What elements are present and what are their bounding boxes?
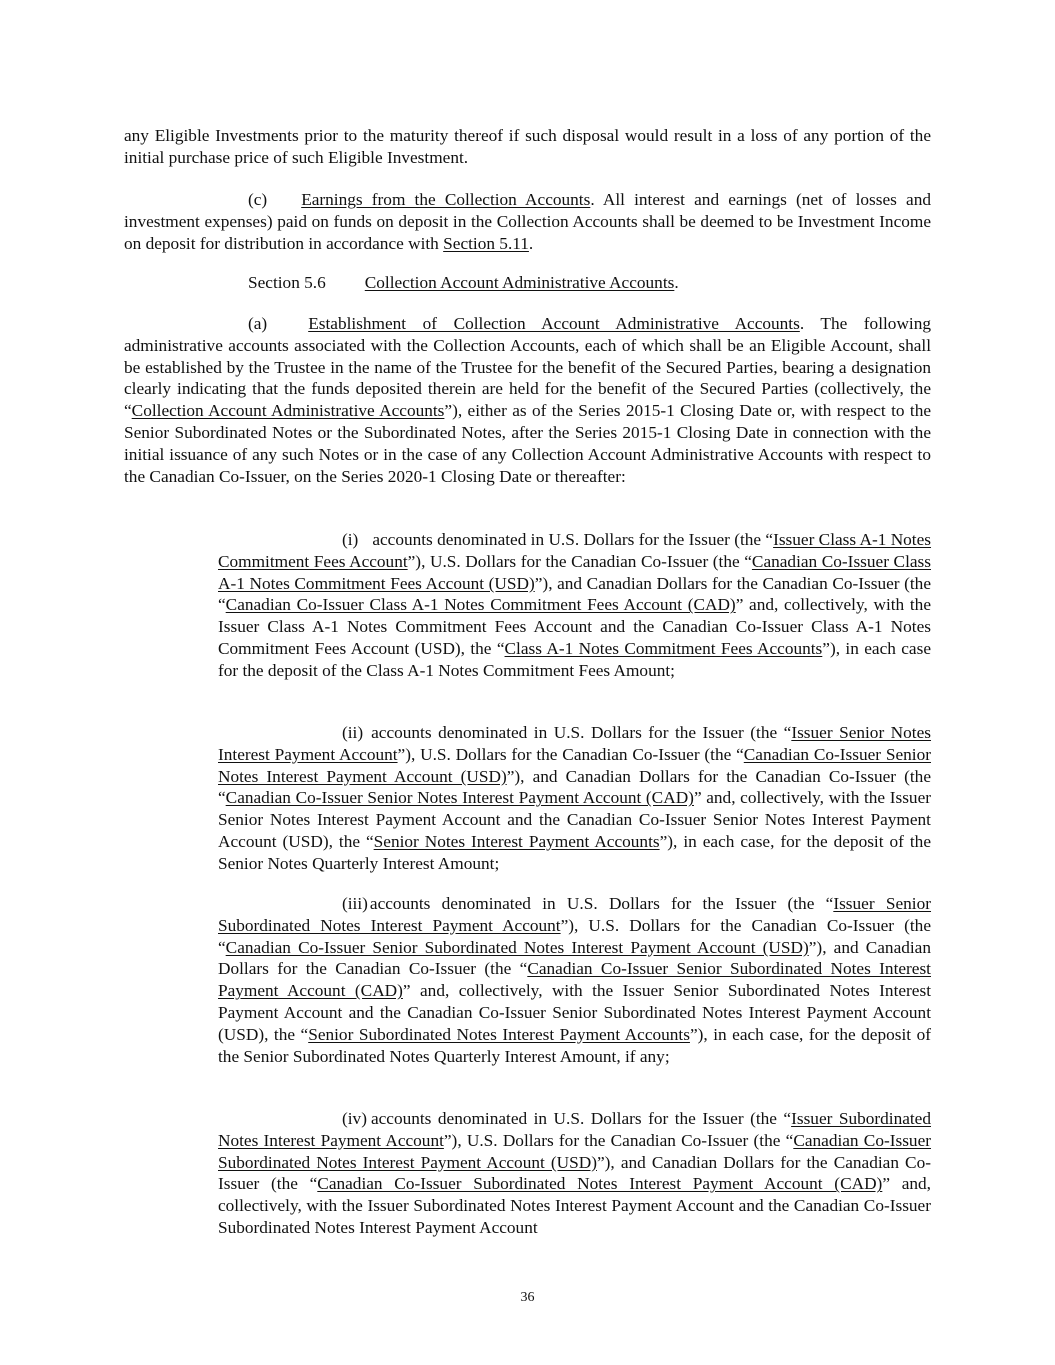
defined-term: Canadian Co-Issuer Class A-1 Notes Commitment Fees Account (CAD) (225, 595, 736, 615)
subparagraph-ii: (ii) accounts denominated in U.S. Dollars for the Issuer (the “Issuer Senior Notes Interest Payment Account”), U.S. Dollars for the Canadian Co-Issuer (the “Canadian Co-Issuer Senior Notes Interest Payment Account (USD)”), and Canadian Dollars for the Canadian Co-Issuer (the “Canadian Co-Issuer Senior Notes Interest Payment Account (CAD)” and, collectively, with the Issuer Senior Notes Interest Payment Account and the Canadian Co-Issuer Senior Notes Interest Payment Account (USD), the “Senior Notes Interest Payment Accounts”), in each case, for the deposit of the Senior Notes Quarterly Interest Amount; (218, 723, 932, 873)
defined-term: Canadian Co-Issuer Senior Subordinated Notes Interest Payment Account (CAD) (218, 959, 931, 1001)
subparagraph-label: (iv) (342, 1109, 367, 1128)
paragraph-a: (a) Establishment of Collection Account Administrative Accounts. The following administrative accounts associated with the Collection Accounts, each of which shall be an Eligible Account, shall be established by the Trustee in the name of the Trustee for the benefit of the Secured Parties, bearing a designation clearly indicating that the funds deposited therein are held for the benefit of the Secured Parties (collectively, the “Collection Account Administrative Accounts”), either as of the Series 2015-1 Closing Date or, with respect to the Senior Subordinated Notes or the Subordinated Notes, after the Series 2015-1 Closing Date in connection with the initial issuance of any such Notes or in the case of any Collection Account Administrative Accounts with respect to the Canadian Co-Issuer, on the Series 2020-1 Closing Date or thereafter: (124, 314, 932, 486)
defined-term: Issuer Subordinated Notes Interest Payment Account (218, 1109, 931, 1150)
defined-term: Class A-1 Notes Commitment Fees Accounts (504, 638, 823, 658)
defined-term: Canadian Co-Issuer Senior Subordinated Notes Interest Payment Account (USD) (225, 937, 809, 957)
defined-term: Canadian Co-Issuer Subordinated Notes Interest Payment Account (USD) (218, 1130, 931, 1172)
paragraph-label: (c) (248, 190, 268, 209)
defined-term: Canadian Co-Issuer Senior Notes Interest Payment Account (USD) (218, 744, 931, 786)
defined-term: Issuer Class A-1 Notes Commitment Fees Account (218, 530, 932, 571)
paragraph-title: Earnings from the Collection Accounts (301, 190, 591, 209)
defined-term: Canadian Co-Issuer Subordinated Notes Interest Payment Account (CAD) (317, 1174, 883, 1194)
section-number: Section 5.6 (248, 273, 326, 292)
defined-term: Canadian Co-Issuer Senior Notes Interest Payment Account (CAD) (225, 788, 694, 808)
defined-term: Senior Subordinated Notes Interest Payment Accounts (308, 1024, 690, 1044)
defined-term: Canadian Co-Issuer Class A-1 Notes Commitment Fees Account (USD) (218, 551, 931, 593)
subparagraph-i: (i) accounts denominated in U.S. Dollars for the Issuer (the “Issuer Class A-1 Notes Commitment Fees Account”), U.S. Dollars for the Canadian Co-Issuer (the “Canadian Co-Issuer Class A-1 Notes Commitment Fees Account (USD)”), and Canadian Dollars for the Canadian Co-Issuer (the “Canadian Co-Issuer Class A-1 Notes Commitment Fees Account (CAD)” and, collectively, with the Issuer Class A-1 Notes Commitment Fees Account and the Canadian Co-Issuer Class A-1 Notes Commitment Fees Account (USD), the “Class A-1 Notes Commitment Fees Accounts”), in each case for the deposit of the Class A-1 Notes Commitment Fees Amount; (218, 530, 932, 680)
subparagraph-iv: (iv) accounts denominated in U.S. Dollars for the Issuer (the “Issuer Subordinated Notes Interest Payment Account”), U.S. Dollars for the Canadian Co-Issuer (the “Canadian Co-Issuer Subordinated Notes Interest Payment Account (USD)”), and Canadian Dollars for the Canadian Co-Issuer (the “Canadian Co-Issuer Subordinated Notes Interest Payment Account (CAD)” and, collectively, with the Issuer Subordinated Notes Interest Payment Account and the Canadian Co-Issuer Subordinated Notes Interest Payment Account (218, 1109, 931, 1237)
subparagraph-label: (i) (342, 530, 359, 549)
subparagraph-label: (ii) (342, 723, 364, 742)
defined-term: Issuer Senior Notes Interest Payment Account (218, 723, 932, 764)
section-reference: Section 5.11 (443, 233, 529, 253)
paragraph-label: (a) (248, 314, 268, 333)
paragraph-c: (c) Earnings from the Collection Accounts. All interest and earnings (net of losses and investment expenses) paid on funds on deposit in the Collection Accounts shall be deemed to be Investment Income on deposit for distribution in accordance with Section 5.11. (124, 190, 931, 253)
section-heading: Section 5.6 Collection Account Administrative Accounts. (248, 273, 679, 292)
paragraph-continuation: any Eligible Investments prior to the maturity thereof if such disposal would result in a loss of any portion of the initial purchase price of such Eligible Investment. (124, 126, 931, 167)
defined-term: Issuer Senior Subordinated Notes Interest Payment Account (218, 894, 932, 935)
paragraph-title: Establishment of Collection Account Administrative Accounts (308, 314, 800, 333)
defined-term: Senior Notes Interest Payment Accounts (373, 831, 660, 851)
section-title: Collection Account Administrative Accounts (364, 273, 675, 292)
page-number: 36 (520, 1290, 535, 1305)
defined-term: Collection Account Administrative Accounts (131, 401, 445, 421)
subparagraph-label: (iii) (342, 894, 368, 913)
subparagraph-iii: (iii) accounts denominated in U.S. Dollars for the Issuer (the “Issuer Senior Subordinated Notes Interest Payment Account”), U.S. Dollars for the Canadian Co-Issuer (the “Canadian Co-Issuer Senior Subordinated Notes Interest Payment Account (USD)”), and Canadian Dollars for the Canadian Co-Issuer (the “Canadian Co-Issuer Senior Subordinated Notes Interest Payment Account (CAD)” and, collectively, with the Issuer Senior Subordinated Notes Interest Payment Account and the Canadian Co-Issuer Senior Subordinated Notes Interest Payment Account (USD), the “Senior Subordinated Notes Interest Payment Accounts”), in each case, for the deposit of the Senior Subordinated Notes Quarterly Interest Amount, if any; (218, 894, 932, 1066)
